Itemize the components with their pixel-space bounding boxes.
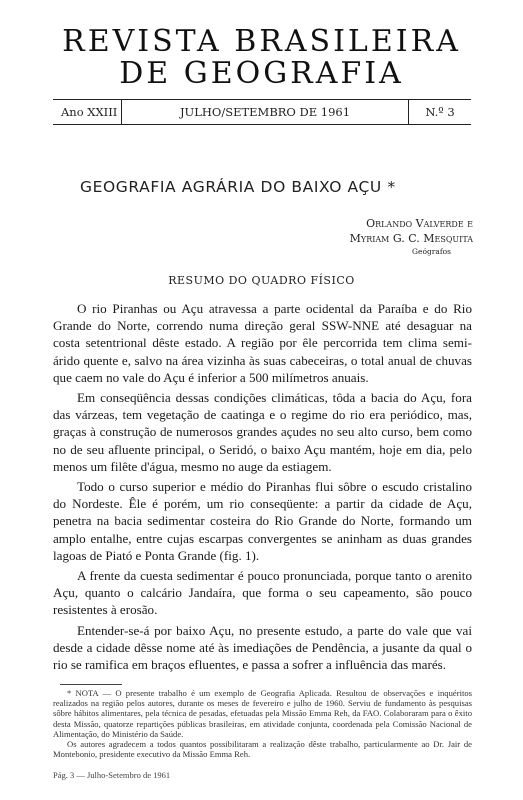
footnote-1: * NOTA — O presente trabalho é um exemplo de Geografia Aplicada. Resultou de observações e inquéritos realizados na região pelos autores, durante os meses de fevereiro e julho de 1960. Serviu de fundamento às pesquisas sôbre hábitos alimentares, pela técnica de pesadas, efetuadas pela Missão Emma Reh, da FAO. Colaboraram para o êxito desta Missão, quatorze repartições públicas brasileiras, em atividade conjunta, coordenada pela Comissão Nacional de Alimentação, do Ministério da Saúde.: [53, 688, 472, 739]
author-1: Orlando Valverde e: [366, 217, 473, 230]
author-2: Myriam G. C. Mesquita: [349, 232, 473, 245]
body-paragraph-3: Todo o curso superior e médio do Piranhas flui sôbre o escudo cristalino do Nordeste. Êle é porém, um rio conseqüente: a partir da cidade de Açu, penetra na bacia sedimentar costeira do Rio Grande do Norte, formando um amplo entalhe, entre cujas escarpas convergentes se aninham as duas grandes lagoas de Piató e Ponta Grande (fig. 1).: [53, 479, 472, 563]
issue-date: JULHO/SETEMBRO DE 1961: [122, 100, 409, 124]
page-footer: Pág. 3 — Julho-Setembro de 1961: [53, 770, 171, 780]
article-authors: [350, 216, 473, 257]
footnote-2: Os autores agradecem a todos quantos possibilitaram a realização dêste trabalho, particularmente ao Dr. Jair de Montebonio, presidente executivo da Missão Emma Reh.: [53, 739, 472, 760]
footnotes: [53, 688, 472, 759]
body-paragraph-4: A frente da cuesta sedimentar é pouco pronunciada, porque tanto o arenito Açu, quanto o calcário Jandaíra, que forma o seu capeamento, são pouco resistentes à erosão.: [53, 568, 472, 618]
body-paragraph-1: O rio Piranhas ou Açu atravessa a parte ocidental da Paraíba e do Rio Grande do Norte, correndo numa direção geral SSW-NNE até desaguar na costa setentrional dêste estado. A região por êle percorrida tem clima semi-árido quente e, salvo na área vizinha às suas cabeceiras, o total anual de chuvas que caem no vale do Açu é inferior a 500 milímetros anuais.: [53, 301, 472, 385]
body-paragraph-2: Em conseqüência dessas condições climáticas, tôda a bacia do Açu, fora das várzeas, tem vegetação de caatinga e o regime do rio era periódico, mas, graças à construção de numerosos grandes açudes no seu alto curso, bem como no de seu afluente principal, o Seridó, o baixo Açu mantém, hoje em dia, pelo menos um filête d'água, mesmo no auge da estiagem.: [53, 390, 472, 474]
article-body: [53, 300, 472, 676]
author-role: Geógrafos: [412, 247, 451, 256]
journal-title-line-1: REVISTA BRASILEIRA: [62, 24, 461, 59]
article-title: GEOGRAFIA AGRÁRIA DO BAIXO AÇU *: [80, 178, 396, 196]
issue-year: Ano XXIII: [53, 100, 122, 124]
body-paragraph-5: Entender-se-á por baixo Açu, no presente estudo, a parte do vale que vai desde a cidade dêsse nome até às imediações de Pendência, a jusante da qual o rio se ramifica em braços efluentes, e passa a sofrer a influência das marés.: [53, 622, 472, 673]
section-heading: RESUMO DO QUADRO FÍSICO: [168, 274, 355, 287]
issue-bar-double-rule: [53, 122, 471, 125]
footnote-divider: [60, 684, 122, 685]
issue-number: N.º 3: [425, 105, 455, 119]
journal-title-line-2: DE GEOGRAFIA: [119, 56, 404, 91]
